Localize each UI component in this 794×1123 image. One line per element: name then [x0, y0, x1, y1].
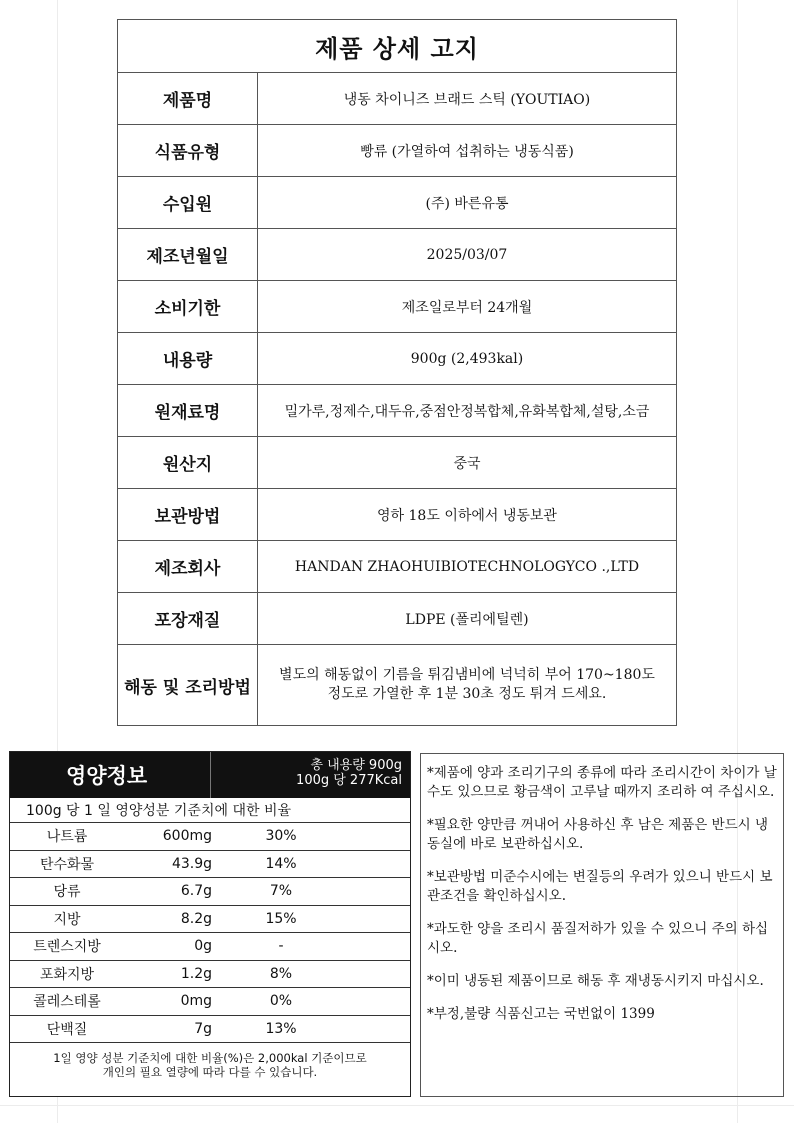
nutrient-row — [10, 823, 410, 851]
row-origin — [118, 437, 676, 489]
row-value: 냉동 차이니즈 브래드 스틱 (YOUTIAO) — [343, 91, 591, 108]
nutrient-percent: 30% — [265, 828, 297, 845]
nutrient-amount: 1.2g — [180, 965, 212, 982]
nutrition-facts — [9, 751, 411, 1097]
nutrient-row — [10, 1016, 410, 1044]
row-net-content — [118, 333, 676, 385]
row-value: 빵류 (가열하여 섭취하는 냉동식품) — [360, 143, 574, 160]
row-value: (주) 바른유통 — [425, 195, 509, 212]
nutrient-name: 트렌스지방 — [33, 939, 101, 956]
nutrient-amount: 0g — [194, 938, 212, 955]
nutrient-amount: 7g — [194, 1020, 212, 1037]
row-value: LDPE (폴리에틸렌) — [405, 611, 529, 628]
nutrient-amount: 8.2g — [180, 910, 212, 927]
row-value: 제조일로부터 24개월 — [401, 299, 533, 316]
caution-note: *보관방법 미준수시에는 변질등의 우려가 있으니 반드시 보관조건을 확인하십시오. — [427, 869, 773, 904]
row-packaging — [118, 593, 676, 645]
nutrient-percent: 7% — [269, 883, 293, 900]
row-value: 밀가루,정제수,대두유,중점안정복합체,유화복합체,설탕,소금 — [284, 403, 650, 420]
nutrient-percent: - — [278, 938, 284, 955]
nutrient-name: 지방 — [53, 911, 81, 928]
row-label: 제품명 — [118, 73, 258, 124]
total-content: 총 내용량 900g — [310, 758, 402, 773]
cooking-line: 별도의 해동없이 기름을 튀김냄비에 넉넉히 부어 170~180도 — [279, 667, 655, 683]
nutrient-percent: 13% — [265, 1020, 297, 1037]
row-storage — [118, 489, 676, 541]
nutrient-name: 콜레스테롤 — [33, 994, 101, 1011]
nutrient-row — [10, 906, 410, 934]
row-importer — [118, 177, 676, 229]
row-label: 소비기한 — [118, 281, 258, 332]
row-label: 원재료명 — [118, 385, 258, 436]
row-label: 포장재질 — [118, 593, 258, 644]
nutrient-name: 단백질 — [46, 1021, 88, 1038]
nutrient-amount: 0mg — [180, 993, 212, 1010]
row-cooking — [118, 645, 676, 725]
nutrition-total — [210, 752, 410, 798]
row-label: 내용량 — [118, 333, 258, 384]
nutrient-row — [10, 988, 410, 1016]
table-title: 제품 상세 고지 — [118, 20, 676, 73]
row-ingredients — [118, 385, 676, 437]
row-expiry — [118, 281, 676, 333]
nutrient-amount: 600mg — [162, 828, 212, 845]
row-label: 식품유형 — [118, 125, 258, 176]
nutrient-name: 포화지방 — [39, 966, 95, 983]
nutrient-name: 당류 — [53, 884, 81, 901]
caution-note: *과도한 양을 조리시 품질저하가 있을 수 있으니 주의 하십시오. — [427, 921, 769, 956]
row-value: 2025/03/07 — [426, 246, 508, 263]
caution-notes — [420, 753, 784, 1097]
row-value: 900g (2,493kal) — [410, 350, 524, 367]
caution-note: *부정,불량 식품신고는 국번없이 1399 — [427, 1006, 655, 1022]
footnote-line: 개인의 필요 열량에 따라 다를 수 있습니다. — [102, 1065, 318, 1079]
row-label: 해동 및 조리방법 — [118, 645, 258, 725]
row-value — [258, 645, 676, 725]
caution-note: *이미 냉동된 제품이므로 해동 후 재냉동시키지 마십시오. — [427, 973, 764, 989]
row-food-type — [118, 125, 676, 177]
caution-note: *필요한 양만큼 꺼내어 사용하신 후 남은 제품은 반드시 냉동실에 바로 보관하십시오. — [427, 817, 769, 852]
nutrient-row — [10, 961, 410, 989]
nutrient-row — [10, 933, 410, 961]
nutrient-row — [10, 878, 410, 906]
nutrition-subtitle: 100g 당 1 일 영양성분 기준치에 대한 비율 — [10, 798, 410, 823]
nutrient-amount: 43.9g — [171, 855, 212, 872]
row-label: 원산지 — [118, 437, 258, 488]
nutrient-percent: 14% — [265, 855, 297, 872]
nutrient-row — [10, 851, 410, 879]
row-label: 제조년월일 — [118, 229, 258, 280]
caution-note: *제품에 양과 조리기구의 종류에 따라 조리시간이 차이가 날 수도 있으므로 황금색이 고루날 때까지 조리하 여 주십시오. — [427, 765, 777, 800]
row-value: 영하 18도 이하에서 냉동보관 — [377, 507, 557, 524]
row-label: 제조회사 — [118, 541, 258, 592]
row-label: 수입원 — [118, 177, 258, 228]
nutrition-title: 영양정보 — [66, 764, 148, 788]
nutrient-percent: 15% — [265, 910, 297, 927]
row-value: 중국 — [453, 455, 481, 472]
row-manufacture-date — [118, 229, 676, 281]
nutrient-name: 나트륨 — [46, 829, 88, 846]
nutrient-name: 탄수화물 — [39, 856, 95, 873]
guide-line — [0, 1105, 794, 1106]
cooking-line: 정도로 가열한 후 1분 30초 정도 튀겨 드세요. — [327, 686, 607, 702]
nutrient-percent: 8% — [269, 965, 293, 982]
row-value: HANDAN ZHAOHUIBIOTECHNOLOGYCO .,LTD — [294, 558, 640, 575]
product-detail-table — [117, 19, 677, 726]
row-label: 보관방법 — [118, 489, 258, 540]
nutrient-percent: 0% — [269, 993, 293, 1010]
nutrition-header — [10, 752, 410, 798]
row-manufacturer — [118, 541, 676, 593]
footnote-line: 1일 영양 성분 기준치에 대한 비율(%)은 2,000kal 기준이므로 — [53, 1051, 367, 1065]
calories: 100g 당 277Kcal — [296, 773, 402, 788]
nutrition-footnote — [10, 1043, 410, 1079]
row-product-name — [118, 73, 676, 125]
nutrient-amount: 6.7g — [180, 883, 212, 900]
